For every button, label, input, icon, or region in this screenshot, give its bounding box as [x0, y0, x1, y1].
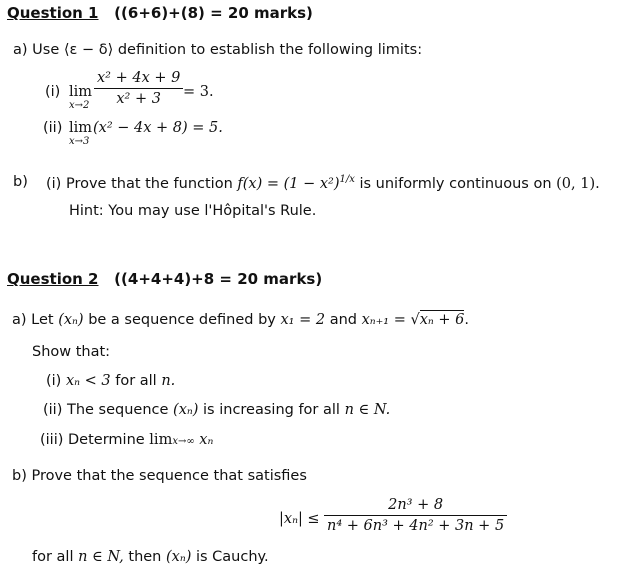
q1-a-ii-lim-sub: x→3 — [69, 136, 90, 147]
q1-part-a-intro: a) Use ⟨ε − δ⟩ definition to establish the following limits: — [13, 42, 423, 58]
q2-a-ii-label: (ii) — [43, 402, 63, 418]
q2-a-ii-text1: The sequence — [66, 402, 169, 418]
q1-b-i-exponent: 1/x — [339, 174, 355, 185]
q1-b-i-text1: Prove that the function — [65, 175, 233, 192]
q2-final-text2: then — [128, 549, 162, 565]
q2-show-that: Show that: — [32, 344, 111, 360]
q2-a-text1: a) Let — [12, 312, 54, 328]
q2-a-ii — [43, 402, 390, 418]
q1-a-i-lim-sub: x→2 — [69, 100, 90, 111]
q2-a-and: and — [329, 312, 357, 328]
question-2-marks: ((4+4+4)+8 = 20 marks) — [114, 270, 323, 288]
q1-b-i-statement — [46, 174, 600, 192]
q1-b-i-interval: (0, 1). — [556, 175, 600, 192]
question-1-label: Question 1 — [7, 4, 99, 22]
q2-a-iii-text: Determine — [68, 432, 145, 448]
q2-b-numerator: 2n³ + 8 — [324, 497, 507, 516]
q2-b-lhs: |xₙ| ≤ — [279, 511, 320, 527]
q2-a-iii-lim-sub: x→∞ — [172, 436, 195, 447]
q1-a-i-numerator: x² + 4x + 9 — [94, 70, 183, 89]
q1-a-i-label: (i) — [45, 84, 61, 100]
q2-final-statement — [32, 549, 269, 565]
q2-a-text2: be a sequence defined by — [88, 312, 276, 328]
q1-b-i-label: (i) — [46, 175, 62, 192]
q1-a-i-lim: lim — [69, 84, 93, 100]
q2-a-i-expression: xₙ < 3 — [65, 373, 111, 389]
q2-a-ii-text2: is increasing for all — [203, 402, 340, 418]
q2-a-iii-lim: lim — [149, 432, 173, 448]
q2-final-text3: is Cauchy. — [195, 549, 269, 565]
q2-a-period: . — [464, 312, 469, 328]
q1-part-b-label: b) — [13, 174, 28, 190]
q2-b-fraction — [324, 497, 507, 534]
q2-a-iii — [40, 432, 213, 448]
question-1-header — [7, 4, 313, 22]
q2-b-denominator: n⁴ + 6n³ + 4n² + 3n + 5 — [327, 518, 505, 534]
q2-a-x1: x₁ = 2 — [280, 312, 326, 328]
q1-b-i-text2: is uniformly continuous on — [359, 175, 552, 192]
q1-a-ii-expression: (x² − 4x + 8) = 5. — [93, 120, 223, 136]
q1-a-i-rhs: = 3. — [183, 84, 214, 100]
question-1-marks: ((6+6)+(8) = 20 marks) — [114, 4, 313, 22]
q2-a-ii-expression: n ∈ N. — [344, 402, 391, 418]
q2-final-sequence: (xₙ) — [166, 549, 192, 565]
q2-a-i — [46, 373, 175, 389]
q2-a-recurrence-sqrt: xₙ + 6 — [419, 312, 465, 328]
q2-final-text1: for all — [32, 549, 74, 565]
question-2-label: Question 2 — [7, 270, 99, 288]
q2-a-recurrence-lhs: xₙ₊₁ = — [361, 312, 406, 328]
q1-a-i-denominator: x² + 3 — [116, 91, 161, 107]
q1-a-i-fraction — [94, 70, 183, 107]
q2-a-iii-xn: xₙ — [199, 432, 214, 448]
q2-part-b-statement: b) Prove that the sequence that satisfies — [12, 468, 307, 484]
q1-a-ii-lim: lim — [69, 120, 93, 136]
q2-a-sequence: (xₙ) — [58, 312, 84, 328]
q2-a-ii-sequence: (xₙ) — [173, 402, 199, 418]
q2-a-iii-label: (iii) — [40, 432, 64, 448]
q2-a-i-text: for all — [115, 373, 157, 389]
q1-b-hint: Hint: You may use l'Hôpital's Rule. — [69, 203, 317, 219]
q2-a-i-n: n. — [161, 373, 176, 389]
q1-b-i-function: f(x) = (1 − x²) — [237, 175, 340, 192]
q2-part-a-statement: a) Let (xₙ) be a sequence defined by x₁ = 2 and xₙ₊₁ = √xₙ + 6. — [12, 312, 469, 328]
q2-final-expression: n ∈ N, — [78, 549, 124, 565]
question-2-header — [7, 270, 322, 288]
q1-a-ii-label: (ii) — [43, 120, 63, 136]
q2-a-i-label: (i) — [46, 373, 62, 389]
